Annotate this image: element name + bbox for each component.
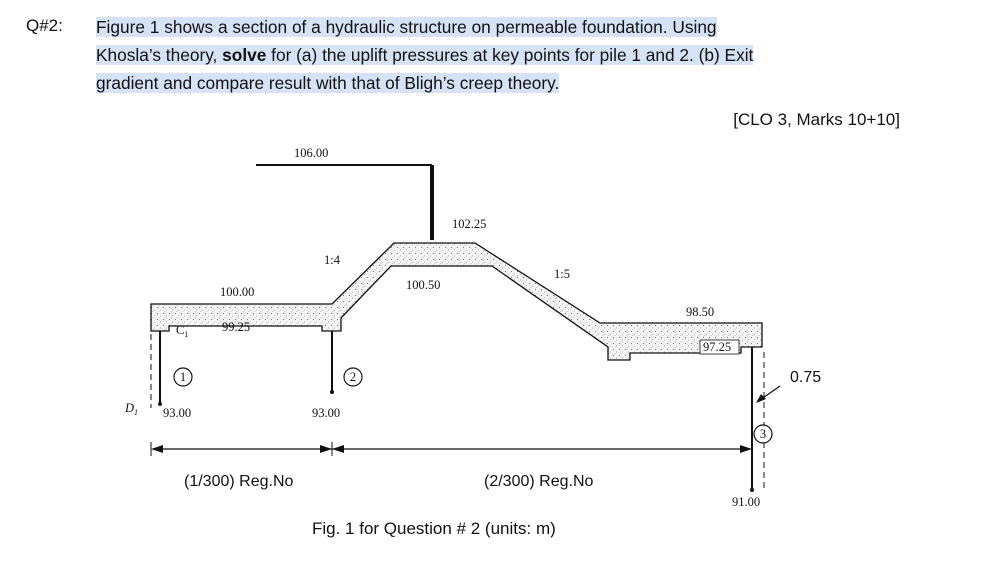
pile-1-tip	[158, 402, 162, 406]
dim-arrow-right	[740, 445, 752, 453]
label-crest-floor: 100.50	[406, 278, 441, 292]
question-line-1: Figure 1 shows a section of a hydraulic structure on permeable foundation. Using	[96, 17, 717, 37]
label-pile-3-bottom: 91.00	[732, 495, 761, 509]
label-crest: 102.25	[452, 217, 487, 231]
label-up-floor-top: 100.00	[220, 285, 255, 299]
label-d1	[124, 401, 138, 417]
label-c1-letter: C	[176, 323, 185, 337]
clo-marks: [CLO 3, Marks 10+10]	[733, 110, 900, 129]
label-pile-1-bottom: 93.00	[163, 406, 192, 420]
label-down-floor-top: 98.50	[686, 305, 715, 319]
question-line-2-bold: solve	[222, 45, 267, 65]
label-down-floor-bottom: 97.25	[703, 340, 732, 354]
label-dim-right: (2/300) Reg.No	[484, 473, 594, 490]
label-slope-down: 1:5	[554, 267, 570, 281]
label-d1-letter: D	[125, 401, 135, 415]
question-line-2-end: for (a) the uplift pressures at key points for pile 1 and 2. (b) Exit	[266, 45, 754, 65]
dim-arrow-mid-right	[332, 445, 344, 453]
label-d1-sub: 1	[134, 408, 139, 417]
question-line-2-start: Khosla’s theory,	[96, 45, 223, 65]
pile-3-id: 3	[759, 427, 767, 441]
label-pile-2-bottom: 93.00	[312, 406, 341, 420]
label-c1-sub: 1	[184, 330, 189, 339]
label-dim-left: (1/300) Reg.No	[184, 473, 294, 490]
dim-arrow-left	[151, 445, 163, 453]
pile-2-id: 2	[349, 370, 357, 384]
label-slope-up: 1:4	[324, 253, 340, 267]
label-upstream-wl: 106.00	[294, 146, 329, 160]
pile-2-tip	[330, 390, 334, 394]
label-dim-075: 0.75	[790, 369, 822, 386]
question-number: Q#2:	[26, 16, 63, 35]
concrete-floor-section	[151, 243, 762, 360]
question-line-3: gradient and compare result with that of Bligh’s creep theory.	[96, 73, 560, 93]
label-up-floor-bottom: 99.25	[222, 320, 251, 334]
pile-3-tip	[750, 488, 754, 492]
figure-caption: Fig. 1 for Question # 2 (units: m)	[312, 519, 556, 538]
dim-arrow-mid-left	[320, 445, 332, 453]
pile-1-id: 1	[179, 370, 187, 384]
